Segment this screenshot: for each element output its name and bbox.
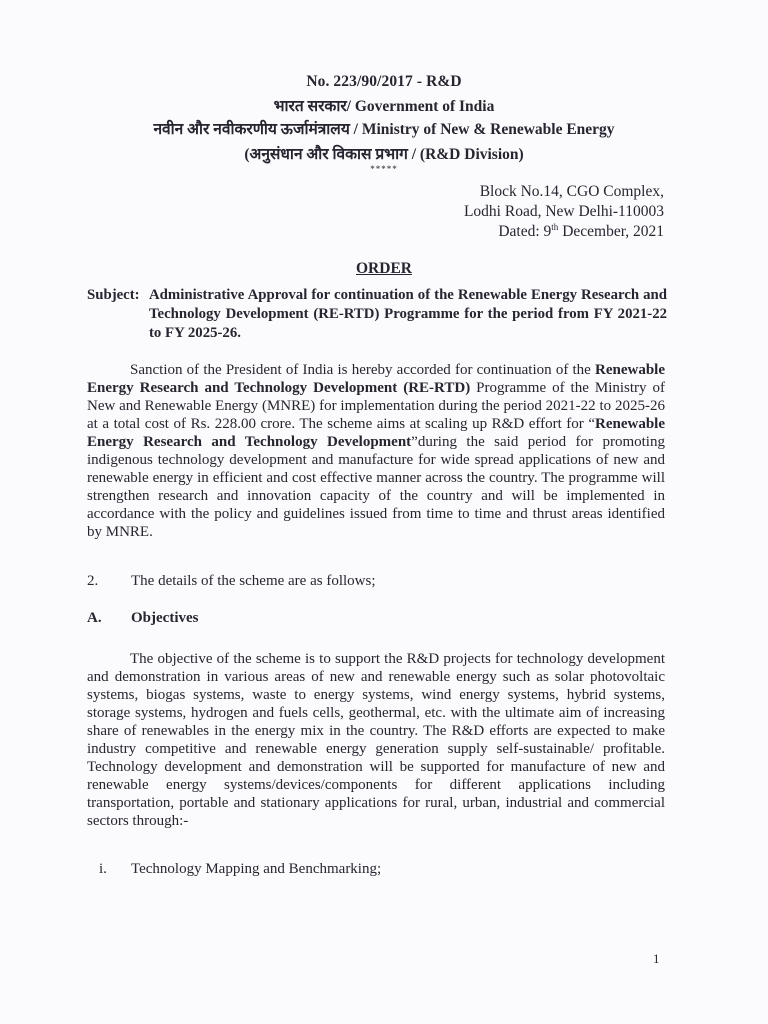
item-2-text: The details of the scheme are as follows; xyxy=(131,573,376,589)
list-item-text: Technology Mapping and Benchmarking; xyxy=(131,861,382,877)
page-number: 1 xyxy=(653,951,660,966)
objectives-paragraph: The objective of the scheme is to support the R&D projects for technology development and demonstration in various areas of new and renewable energy such as solar photovoltaic systems, biogas systems, waste to energy systems, wind energy systems, hybrid systems, storage systems, hydrogen and fuels cells, geothermal, etc. with the ultimate aim of increasing share of renewables in the energy mix in the country. The R&D efforts are expected to make industry competitive and renewable energy generation supply self-sustainable/ profitable. Technology development and demonstration will be supported for manufacture of new and renewable energy systems/devices/components for different applications including transportation, portable and stationary applications for rural, urban, industrial and commercial sectors through:- xyxy=(87,651,665,829)
separator: ***** xyxy=(370,164,398,174)
para1-part1: Sanction of the President of India is hereby accorded for continuation of the xyxy=(130,362,595,378)
date-sup: th xyxy=(551,222,559,232)
para1-bold2: Renewable Energy Research and Technology Development xyxy=(87,416,665,450)
sanction-paragraph xyxy=(87,361,665,541)
division-heading: (अनुसंधान और विकास प्रभाग / (R&D Division) xyxy=(244,146,524,163)
date-line xyxy=(498,222,664,241)
para1-bold1: Renewable Energy Research and Technology Development (RE-RTD) xyxy=(87,362,665,396)
section-a-title: Objectives xyxy=(131,610,199,626)
date-suffix: December, 2021 xyxy=(558,223,664,241)
government-heading: भारत सरकार/ Government of India xyxy=(273,98,495,115)
file-number: No. 223/90/2017 - R&D xyxy=(306,73,462,90)
address-line-1: Block No.14, CGO Complex, xyxy=(479,183,664,200)
para1-part3: ”during the said period for promoting indigenous technology development and manufacture for wide spread applications of new and renewable energy in efficient and cost effective manner across the country. The programme will strengthen research and innovation capacity of the country and will be implemented in accordance with the policy and guidelines issued from time to time and thrust areas identified by MNRE. xyxy=(87,434,665,540)
list-item-marker: i. xyxy=(99,861,107,877)
ministry-heading: नवीन और नवीकरणीय ऊर्जामंत्रालय / Ministry of New & Renewable Energy xyxy=(153,121,615,138)
date-prefix: Dated: 9 xyxy=(498,223,552,241)
item-2-number: 2. xyxy=(87,573,99,589)
order-title: ORDER xyxy=(356,260,412,277)
para1-part2: Programme of the Ministry of New and Renewable Energy (MNRE) for implementation during the period 2021-22 to 2025-26 at a total cost of Rs. 228.00 crore. The scheme aims at scaling up R&D effort for “ xyxy=(87,380,665,432)
subject-label: Subject: xyxy=(87,287,140,303)
address-line-2: Lodhi Road, New Delhi-110003 xyxy=(463,203,664,220)
subject-text: Administrative Approval for continuation of the Renewable Energy Research and Technology Development (RE-RTD) Programme for the period from FY 2021-22 to FY 2025-26. xyxy=(149,287,667,341)
section-a-number: A. xyxy=(87,610,102,626)
